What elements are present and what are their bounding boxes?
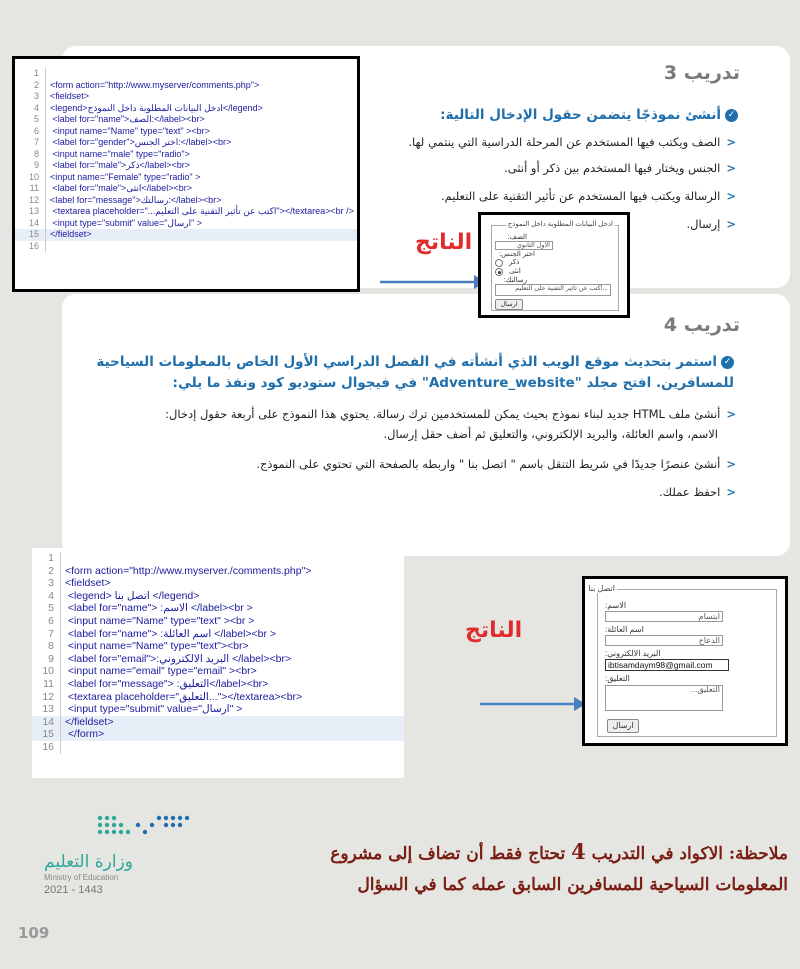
code-line <box>32 615 404 628</box>
task4-bullet-2 <box>256 454 736 474</box>
legend-2: اتصل بنا <box>588 584 615 593</box>
code-line <box>15 229 357 241</box>
line-number: 2 <box>15 80 46 92</box>
code-text: <input name="Name" type="text" ><br> <box>50 125 210 136</box>
code-line <box>32 640 404 653</box>
line-number: 14 <box>15 218 46 230</box>
female-label: انثى <box>509 268 521 275</box>
legend-1: ادخل البيانات المطلوبة داخل النموذج <box>507 221 613 228</box>
code-line <box>32 577 404 590</box>
task3-bullet-4 <box>686 214 736 234</box>
note-number: 4 <box>571 839 586 864</box>
ministry-name-ar: وزارة التعليم <box>44 852 133 872</box>
line-number: 2 <box>32 565 61 578</box>
page-number: 109 <box>18 924 50 942</box>
chevron-icon: < <box>726 217 736 231</box>
line-number: 11 <box>32 678 61 691</box>
form-preview-1 <box>478 212 630 318</box>
female-radio[interactable] <box>495 268 503 276</box>
chevron-icon: < <box>726 189 736 203</box>
line-number: 4 <box>32 590 61 603</box>
check-circle-icon: ✓ <box>721 356 734 369</box>
code-line <box>32 653 404 666</box>
note-text <box>228 836 788 901</box>
line-number: 6 <box>32 615 61 628</box>
male-radio[interactable] <box>495 259 503 267</box>
chevron-icon: < <box>726 161 736 175</box>
code-line <box>15 80 357 92</box>
arrow-icon <box>478 694 588 714</box>
code-text: <form action="http://www.myserver/comments.php"> <box>50 79 260 90</box>
code-line <box>15 241 357 253</box>
note-line2: المعلومات السياحية للمسافرين السابق عمله كما في السؤال <box>357 875 788 895</box>
code-line <box>15 103 357 115</box>
chevron-icon: < <box>726 485 736 499</box>
comment-textarea[interactable]: التعليق... <box>605 685 723 711</box>
line-number: 8 <box>32 640 61 653</box>
code-line <box>32 602 404 615</box>
code-text: </fieldset> <box>50 229 92 239</box>
code-text: <input type="submit" value="ارسال" > <box>65 703 243 716</box>
code-editor-2 <box>32 548 404 778</box>
gender-label: اختر الجنس: <box>499 251 535 258</box>
email-input[interactable]: ibtisamdaym98@gmail.com <box>605 659 729 671</box>
line-number: 12 <box>15 195 46 207</box>
code-line <box>15 149 357 161</box>
code-text: <label for="name"> :اسم العائلة </label><br > <box>65 627 277 640</box>
line-number: 13 <box>15 206 46 218</box>
task3-heading <box>440 105 738 126</box>
task4-bullet-1b <box>384 424 719 444</box>
code-text: <fieldset> <box>50 91 90 101</box>
chevron-icon: < <box>726 457 736 471</box>
comment-label: التعليق: <box>605 674 630 683</box>
code-text: <legend> اتصل بنا </legend> <box>65 589 200 602</box>
line-number: 9 <box>32 653 61 666</box>
task3-bullet-3 <box>441 186 736 206</box>
task4-bullet-2-text: أنشئ عنصرًا جديدًا في شريط التنقل باسم " اتصل بنا " واربطه بالصفحة التي تحتوي على النموذج. <box>256 457 721 471</box>
code-line <box>32 678 404 691</box>
line-number: 9 <box>15 160 46 172</box>
chevron-icon: < <box>726 135 736 149</box>
code-line <box>32 728 404 741</box>
note-prefix: ملاحظة: الاكواد في التدريب <box>591 844 788 864</box>
code-text: <input name="male" type="radio"> <box>50 148 190 159</box>
code-line <box>15 183 357 195</box>
code-line <box>32 703 404 716</box>
email-label: البريد الالكتروني: <box>605 649 661 658</box>
line-number: 4 <box>15 103 46 115</box>
output-label-1: الناتج <box>415 230 473 255</box>
line-number: 5 <box>32 602 61 615</box>
line-number: 3 <box>15 91 46 103</box>
task4-heading-line2: للمسافرين. افتح مجلد "Adventure_website" في فيجوال ستوديو كود ونفذ ما يلي: <box>172 375 734 391</box>
line-number: 16 <box>15 241 46 253</box>
code-line <box>15 172 357 184</box>
task3-bullet-2 <box>504 158 736 178</box>
code-line <box>15 218 357 230</box>
line-number: 6 <box>15 126 46 138</box>
code-text: <input name="email" type="email" ><br> <box>65 665 257 678</box>
code-text: </fieldset> <box>65 715 114 728</box>
code-text: <label for="name">الصف:</label><br> <box>50 114 205 124</box>
code-line <box>15 114 357 126</box>
ministry-year: 2021 - 1443 <box>44 884 103 896</box>
ministry-name-en: Ministry of Education <box>44 873 119 882</box>
task4-bullet-3 <box>659 482 736 502</box>
code-text: <label for="message">رسالتك:</label><br> <box>50 194 222 205</box>
name-label: الاسم: <box>605 601 627 610</box>
task4-bullet-1 <box>165 404 736 424</box>
code-line <box>15 160 357 172</box>
line-number: 12 <box>32 691 61 704</box>
code-text: <fieldset> <box>65 577 111 590</box>
code-line <box>32 628 404 641</box>
code-line <box>15 68 357 80</box>
form-preview-2 <box>582 576 788 746</box>
code-line <box>32 665 404 678</box>
name-input[interactable]: ابتسام <box>605 611 723 622</box>
code-text: <label for="email">:البريد الالكتروني </label><br> <box>65 652 292 665</box>
submit-button-2[interactable]: ارسال <box>607 719 639 733</box>
submit-button-1[interactable]: ارسال <box>495 299 523 310</box>
task3-bullet-2-text: الجنس ويختار فيها المستخدم بين ذكر أو أنثى. <box>504 161 721 175</box>
code2-lines <box>32 552 404 754</box>
task4-bullet-1-text: أنشئ ملف HTML جديد لبناء نموذج بحيث يمكن للمستخدمين ترك رسالة. يحتوي هذا النموذج على أربعة حقول إدخال: <box>165 407 721 421</box>
code-line <box>32 716 404 729</box>
line-number: 3 <box>32 577 61 590</box>
line-number: 5 <box>15 114 46 126</box>
chevron-icon: < <box>726 407 736 421</box>
code-text: <label for="name"> :الاسم </label><br > <box>65 602 253 615</box>
code-line <box>15 137 357 149</box>
line-number: 15 <box>32 728 61 741</box>
line-number: 10 <box>32 665 61 678</box>
line-number: 10 <box>15 172 46 184</box>
task3-bullet-1-text: الصف ويكتب فيها المستخدم عن المرحلة الدراسية التي ينتمي لها. <box>408 135 721 149</box>
code-text: <textarea placeholder="التعليق..."></textarea><br> <box>65 690 303 703</box>
code-line <box>32 691 404 704</box>
message-textarea[interactable]: ...اكتب عن تأثير التقنية على التعليم <box>495 284 611 296</box>
code-text: </form> <box>65 728 105 741</box>
code-line <box>32 590 404 603</box>
code-text: <label for="male">ذكر</label><br> <box>50 160 190 170</box>
task4-heading <box>84 352 734 394</box>
code-text: <textarea placeholder="...اكتب عن تأثير التقنية على التعليم"></textarea><br /> <box>50 206 354 216</box>
line-number: 7 <box>32 628 61 641</box>
family-input[interactable]: الدعاح <box>605 635 723 646</box>
note-suffix: تحتاج فقط أن تضاف إلى مشروع <box>330 844 566 864</box>
task3-bullet-4-text: إرسال. <box>686 217 721 231</box>
code-line <box>32 552 404 565</box>
task3-title: تدريب 3 <box>663 62 740 84</box>
message-label: رسالتك: <box>503 277 527 284</box>
task4-heading-line1: استمر بتحديث موقع الويب الذي أنشأته في الفصل الدراسي الأول الخاص بالمعلومات السياحية <box>96 354 717 370</box>
code-text: <legend>ادخل البيانات المطلوبة داخل النموذج</legend> <box>50 102 263 113</box>
family-label: اسم العائلة: <box>605 625 644 634</box>
task4-bullet-3-text: احفظ عملك. <box>659 485 721 499</box>
line-number: 16 <box>32 741 61 754</box>
line-number: 11 <box>15 183 46 195</box>
task3-heading-text: أنشئ نموذجًا يتضمن حقول الإدخال التالية: <box>440 107 721 123</box>
code-text: <input type="submit" value="ارسال" > <box>50 217 203 228</box>
code-line <box>32 741 404 754</box>
task4-bullet-1b-text: الاسم، واسم العائلة، والبريد الإلكتروني، والتعليق ثم أضف حقل إرسال. <box>383 427 718 441</box>
output-label-2: الناتج <box>465 618 523 643</box>
line-number: 1 <box>32 552 61 565</box>
code-text: <input name="Name" type="text"><br> <box>65 640 249 653</box>
line-number: 7 <box>15 137 46 149</box>
task3-bullet-3-text: الرسالة ويكتب فيها المستخدم عن تأثير التقنية على التعليم. <box>440 189 721 203</box>
class-label: الصف: <box>507 234 527 241</box>
line-number: 14 <box>32 716 61 729</box>
line-number: 1 <box>15 68 46 80</box>
code1-lines <box>15 68 357 252</box>
check-circle-icon: ✓ <box>725 109 738 122</box>
code-text: <label for="gender">اختر الجنس:</label><br> <box>50 137 232 147</box>
code-editor-1 <box>12 56 360 292</box>
arrow-icon <box>378 272 488 292</box>
code-line <box>15 91 357 103</box>
line-number: 8 <box>15 149 46 161</box>
line-number: 15 <box>15 229 46 241</box>
code-line <box>15 206 357 218</box>
code-line <box>32 565 404 578</box>
task3-bullet-1 <box>408 132 736 152</box>
code-line <box>15 195 357 207</box>
class-input[interactable]: الاول الثانوي <box>495 241 553 250</box>
code-text: <label for="message"> :التعليق</label><br> <box>65 677 269 690</box>
code-text: <input name="Female" type="radio" > <box>50 171 201 182</box>
code-line <box>15 126 357 138</box>
male-label: ذكر <box>509 259 520 266</box>
code-text: <label for="male">انثى</label><br> <box>50 183 192 193</box>
code-text: <input name="Name" type="text" ><br > <box>65 614 255 627</box>
code-text: <form action="http://www.myserver./comments.php"> <box>65 564 312 577</box>
line-number: 13 <box>32 703 61 716</box>
task4-title: تدريب 4 <box>663 314 740 336</box>
